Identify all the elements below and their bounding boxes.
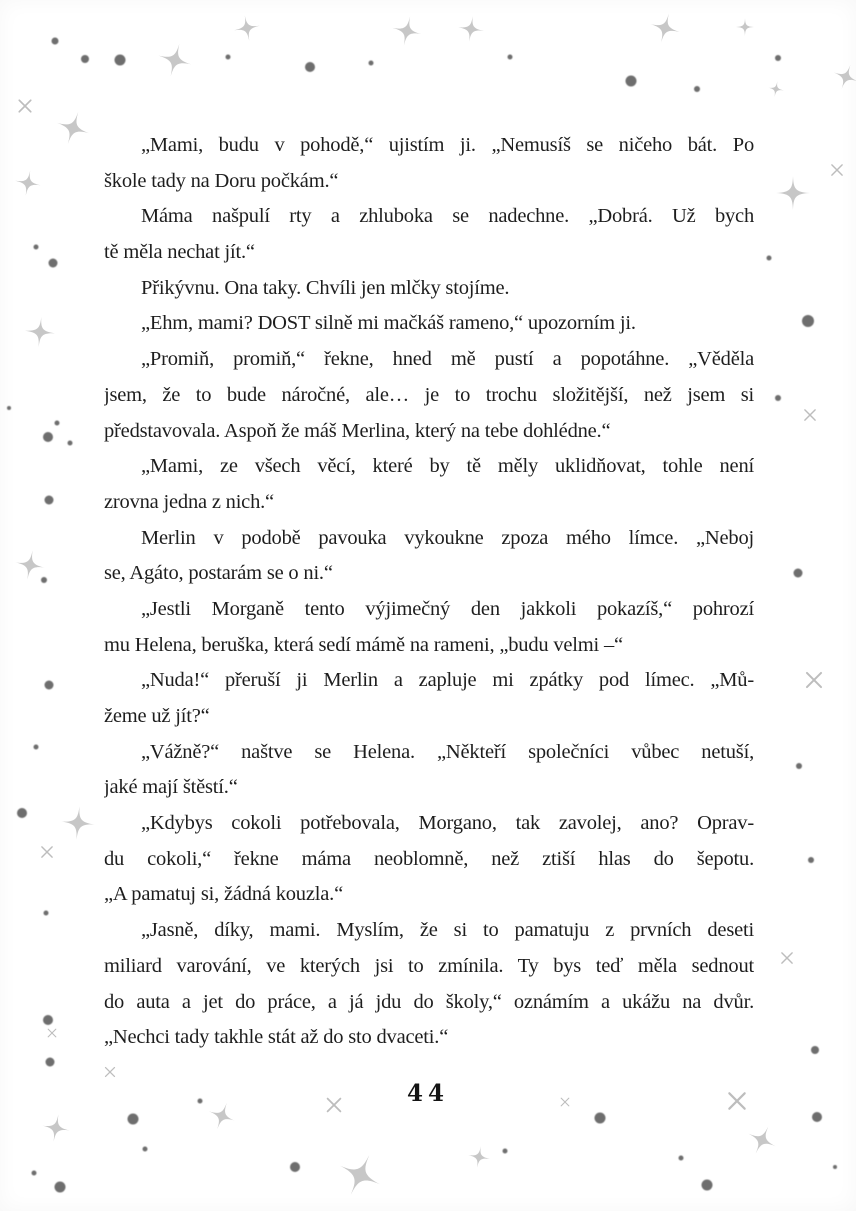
paragraph	[104, 449, 754, 520]
text-line: „Nuda!“ přeruší ji Merlin a zapluje mi zpátky pod límec. „Mů-	[141, 669, 754, 692]
text-line: žeme už jít?“	[104, 705, 210, 727]
text-line: „Jasně, díky, mami. Myslím, že si to pamatuju z prvních deseti	[141, 919, 754, 942]
paragraph	[104, 663, 754, 734]
sparkle-star-icon	[736, 18, 754, 36]
dot-decoration-icon	[115, 55, 126, 66]
paragraph	[104, 913, 754, 1056]
paragraph	[104, 342, 754, 449]
dot-decoration-icon	[34, 245, 39, 250]
sparkle-star-icon	[52, 107, 95, 150]
dot-decoration-icon	[794, 569, 803, 578]
paragraph	[104, 735, 754, 806]
dot-decoration-icon	[305, 62, 315, 72]
cross-star-icon	[39, 844, 55, 860]
dot-decoration-icon	[143, 1147, 148, 1152]
dot-decoration-icon	[81, 55, 89, 63]
text-line: zrovna jedna z nich.“	[104, 490, 274, 513]
sparkle-star-icon	[232, 13, 262, 43]
dot-decoration-icon	[55, 1182, 66, 1193]
paragraph	[104, 271, 754, 307]
dot-decoration-icon	[802, 315, 814, 327]
cross-star-icon	[829, 162, 845, 178]
dot-decoration-icon	[44, 911, 49, 916]
dot-decoration-icon	[808, 857, 814, 863]
text-line: „Mami, ze všech věcí, které by tě měly uklidňovat, tohle není	[141, 455, 754, 478]
dot-decoration-icon	[679, 1156, 684, 1161]
dot-decoration-icon	[41, 577, 47, 583]
paragraph	[104, 521, 754, 592]
paragraph	[104, 806, 754, 913]
text-line: „Promiň, promiň,“ řekne, hned mě pustí a popotáhne. „Věděla	[141, 348, 754, 371]
text-line: „Ehm, mami? DOST silně mi mačkáš rameno,“ upozorním ji.	[141, 312, 636, 335]
dot-decoration-icon	[45, 681, 54, 690]
text-line: „Nechci tady takhle stát až do sto dvaceti.“	[104, 1026, 449, 1049]
paragraph	[104, 592, 754, 663]
dot-decoration-icon	[68, 441, 73, 446]
dot-decoration-icon	[812, 1112, 822, 1122]
text-line: „Mami, budu v pohodě,“ ujistím ji. „Nemusíš se ničeho bát. Po	[141, 134, 754, 156]
cross-star-icon	[46, 1027, 58, 1039]
dot-decoration-icon	[796, 763, 802, 769]
sparkle-star-icon	[829, 60, 856, 93]
cross-star-icon	[802, 407, 818, 423]
page-number: 44	[406, 1080, 449, 1107]
text-line: jsem, že to bude náročné, ale… je to trochu složitější, než jsem si	[104, 383, 754, 406]
sparkle-star-icon	[331, 1146, 389, 1204]
dot-decoration-icon	[702, 1180, 713, 1191]
dot-decoration-icon	[595, 1113, 606, 1124]
dot-decoration-icon	[34, 745, 39, 750]
paragraph	[104, 199, 754, 270]
cross-star-icon	[803, 669, 825, 691]
sparkle-star-icon	[742, 1120, 782, 1160]
text-line: „Jestli Morganě tento výjimečný den jakkoli pokazíš,“ pohrozí	[141, 597, 754, 620]
sparkle-star-icon	[13, 168, 43, 198]
paragraph	[104, 306, 754, 342]
dot-decoration-icon	[775, 55, 781, 61]
sparkle-star-icon	[24, 316, 57, 349]
dot-decoration-icon	[811, 1046, 819, 1054]
dot-decoration-icon	[833, 1165, 837, 1169]
text-line: Merlin v podobě pavouka vykoukne zpoza mého límce. „Neboj	[141, 526, 754, 549]
sparkle-star-icon	[154, 39, 196, 81]
text-line: Přikývnu. Ona taky. Chvíli jen mlčky stojíme.	[141, 276, 510, 299]
sparkle-star-icon	[647, 10, 684, 47]
dot-decoration-icon	[626, 76, 637, 87]
sparkle-star-icon	[60, 805, 97, 842]
text-line: „Vážně?“ naštve se Helena. „Někteří společníci vůbec netuší,	[141, 740, 754, 763]
cross-star-icon	[103, 1065, 117, 1079]
text-line: mu Helena, beruška, která sedí mámě na rameni, „budu velmi –“	[104, 633, 623, 656]
dot-decoration-icon	[369, 61, 374, 66]
dot-decoration-icon	[503, 1149, 508, 1154]
dot-decoration-icon	[43, 1015, 53, 1025]
text-line: tě měla nechat jít.“	[104, 241, 255, 264]
cross-star-icon	[16, 97, 34, 115]
dot-decoration-icon	[49, 259, 58, 268]
text-line: „Kdybys cokoli potřebovala, Morgano, tak zavolej, ano? Oprav-	[141, 812, 754, 835]
dot-decoration-icon	[694, 86, 700, 92]
dot-decoration-icon	[767, 256, 772, 261]
paragraph	[104, 128, 754, 199]
dot-decoration-icon	[226, 55, 231, 60]
dot-decoration-icon	[775, 395, 781, 401]
dot-decoration-icon	[128, 1114, 139, 1125]
sparkle-star-icon	[389, 13, 425, 49]
dot-decoration-icon	[52, 38, 59, 45]
text-line: „A pamatuj si, žádná kouzla.“	[104, 883, 343, 906]
text-line: Máma našpulí rty a zhluboka se nadechne. „Dobrá. Už bych	[141, 205, 754, 228]
dot-decoration-icon	[45, 496, 54, 505]
body-text	[104, 128, 754, 1056]
text-line: jaké mají štěstí.“	[104, 776, 238, 799]
dot-decoration-icon	[7, 406, 11, 410]
dot-decoration-icon	[32, 1171, 37, 1176]
text-line: se, Agáto, postarám se o ni.“	[104, 562, 333, 585]
dot-decoration-icon	[55, 421, 60, 426]
text-line: představovala. Aspoň že máš Merlina, který na tebe dohlédne.“	[104, 419, 611, 442]
dot-decoration-icon	[17, 808, 27, 818]
text-line: škole tady na Doru počkám.“	[104, 169, 339, 192]
sparkle-star-icon	[456, 14, 485, 43]
sparkle-star-icon	[40, 1112, 72, 1144]
text-line: du cokoli,“ řekne máma neoblomně, než ztiší hlas do šepotu.	[104, 847, 754, 870]
sparkle-star-icon	[466, 1144, 491, 1169]
dot-decoration-icon	[46, 1058, 55, 1067]
dot-decoration-icon	[508, 55, 513, 60]
text-line: do auta a jet do práce, a já jdu do školy,“ oznámím a ukážu na dvůr.	[104, 990, 754, 1013]
text-line: miliard varování, ve kterých jsi to zmínila. Ty bys teď měla sednout	[104, 954, 754, 977]
sparkle-star-icon	[776, 176, 810, 210]
cross-star-icon	[779, 950, 795, 966]
dot-decoration-icon	[43, 432, 53, 442]
dot-decoration-icon	[290, 1162, 300, 1172]
sparkle-star-icon	[767, 80, 786, 99]
